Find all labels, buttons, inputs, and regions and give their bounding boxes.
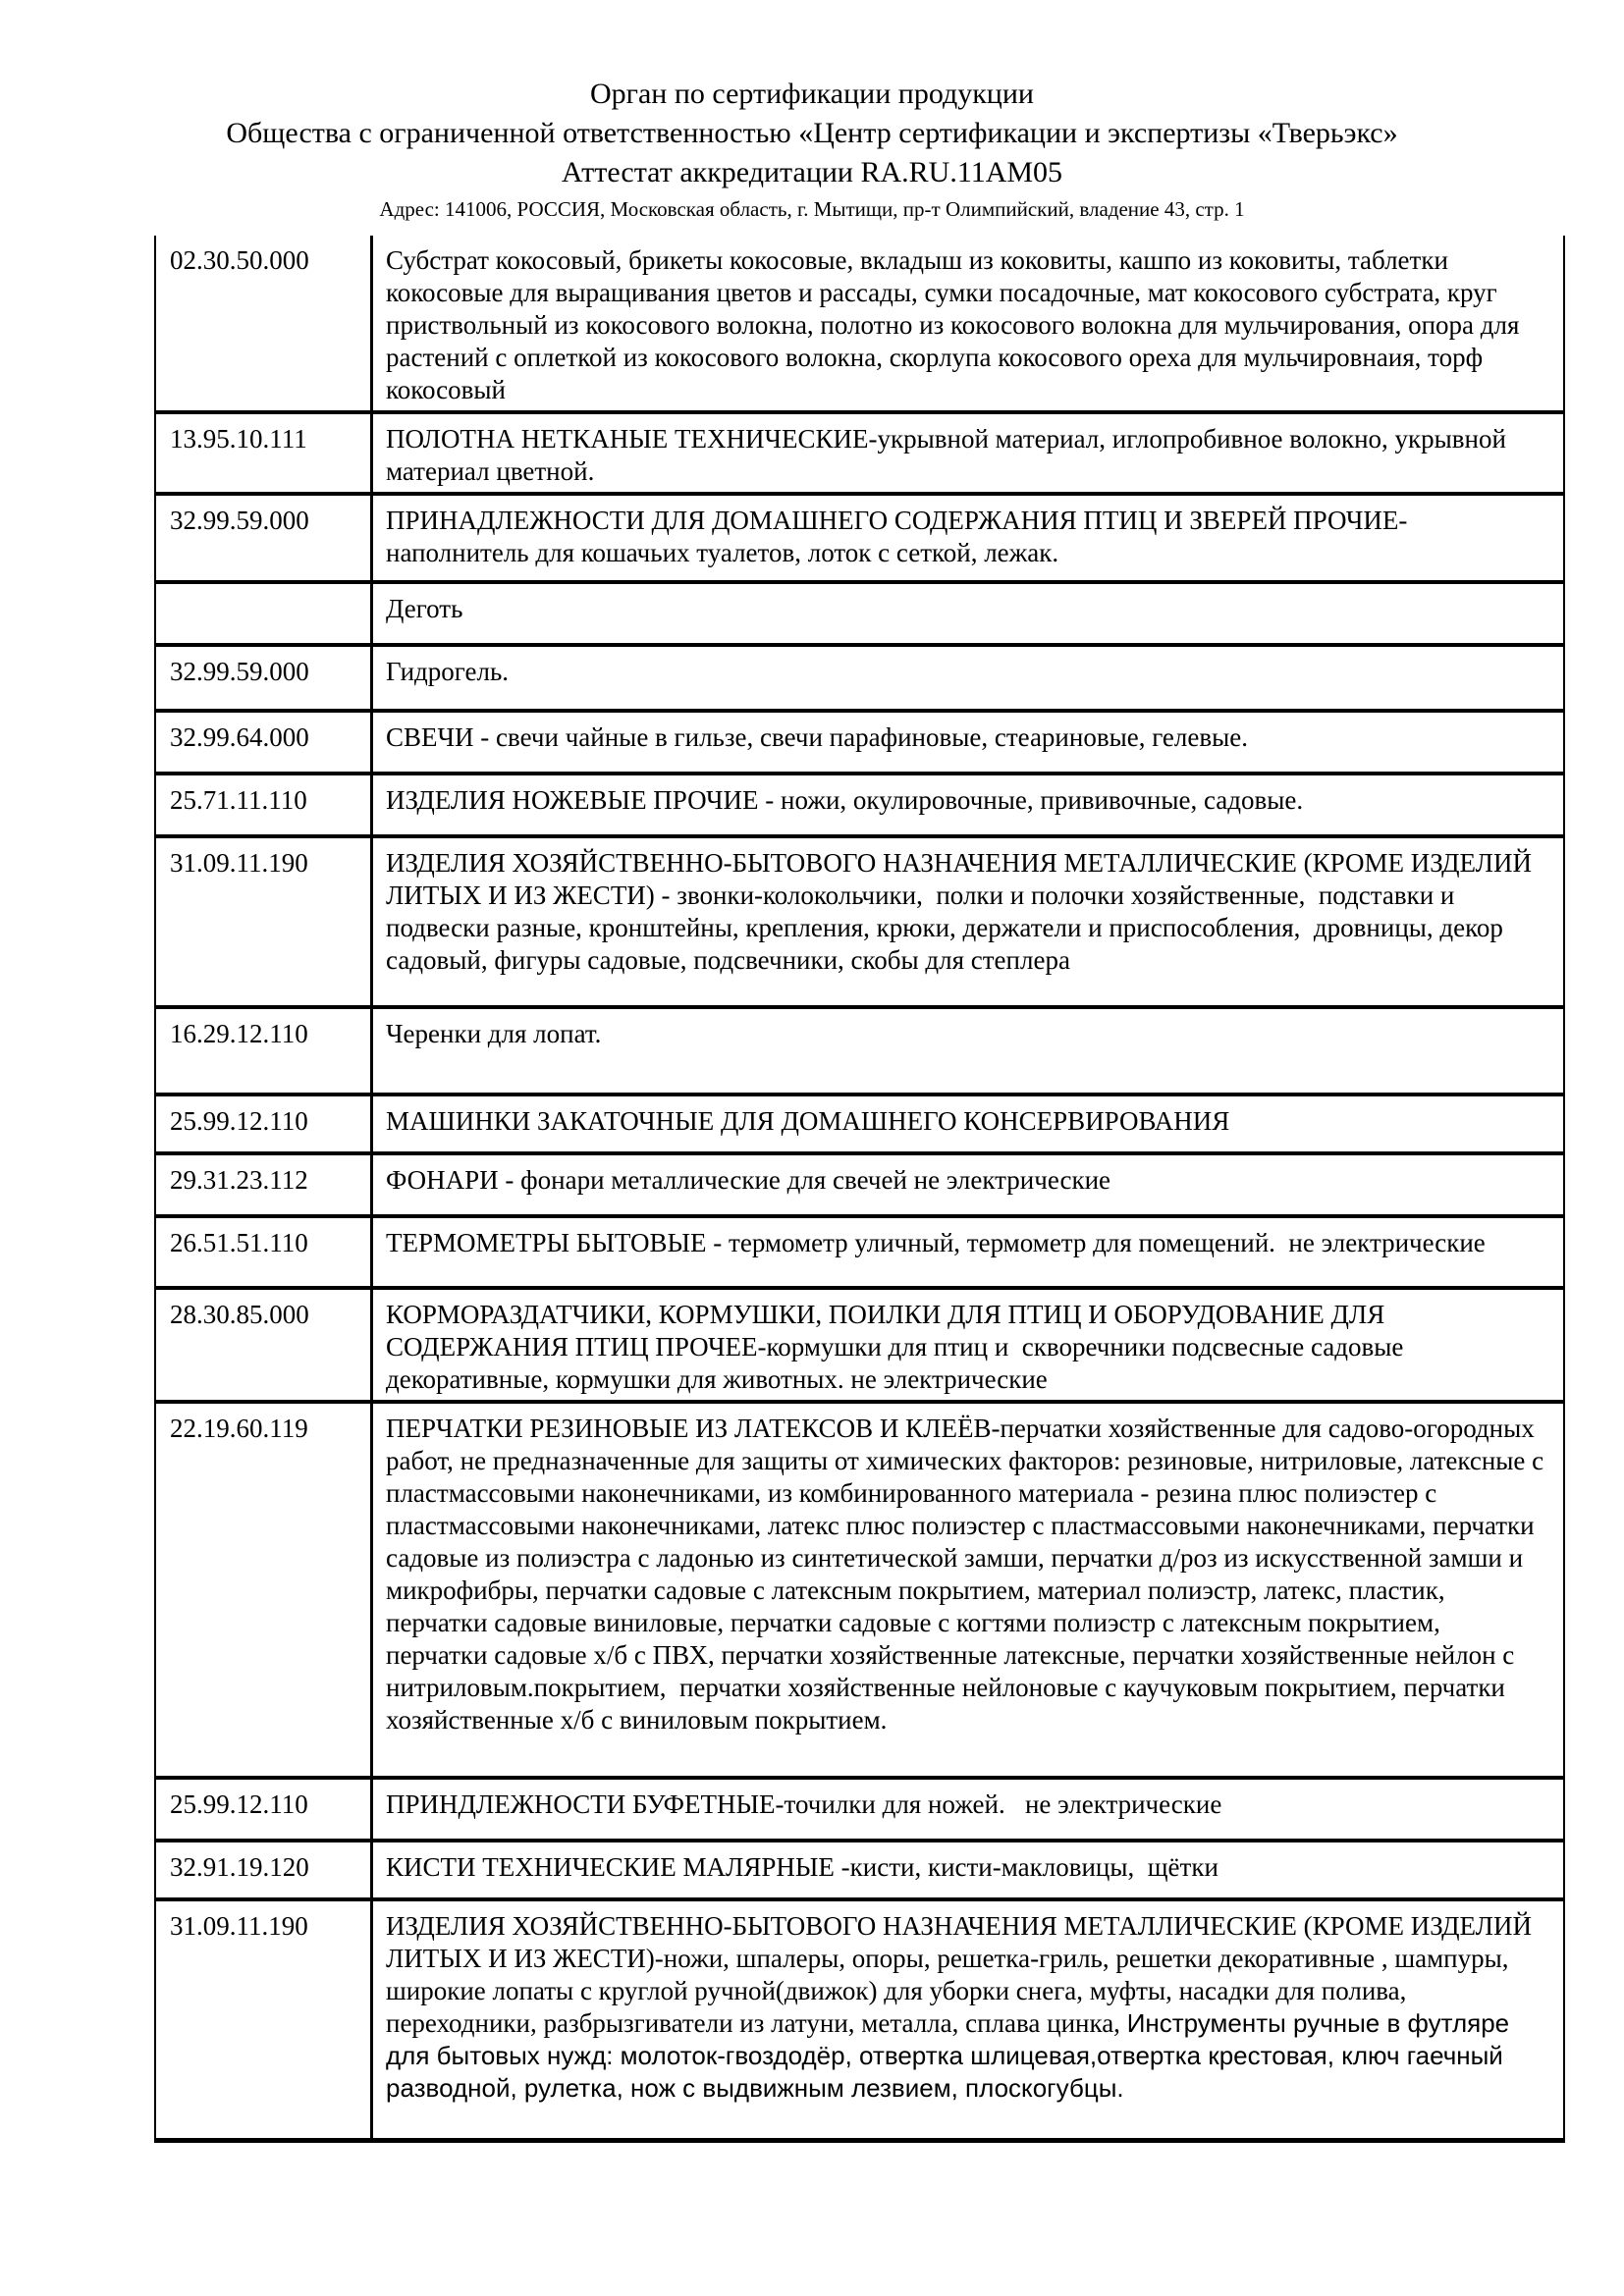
table-row: [155, 1288, 1564, 1402]
code-cell: 31.09.11.190: [155, 1899, 372, 2140]
table-row: [155, 645, 1564, 711]
code-cell: 13.95.10.111: [155, 412, 372, 494]
code-cell: 32.99.59.000: [155, 645, 372, 711]
description-cell: ПРИНАДЛЕЖНОСТИ ДЛЯ ДОМАШНЕГО СОДЕРЖАНИЯ ПТИЦ И ЗВЕРЕЙ ПРОЧИЕ-наполнитель для кошачьих туалетов, лоток с сеткой, лежак.: [372, 494, 1565, 582]
accreditation-number: Аттестат аккредитации RA.RU.11АМ05: [561, 156, 1063, 188]
table-row: [155, 836, 1564, 1007]
description-cell: ПЕРЧАТКИ РЕЗИНОВЫЕ ИЗ ЛАТЕКСОВ И КЛЕЁВ-перчатки хозяйственные для садово-огородных работ, не предназначенные для защиты от химических факторов: резиновые, нитриловые, латексные с пластмассовыми наконечниками, из комбинированного материала - резина плюс полиэстер с пластмассовыми наконечниками, латекс плюс полиэстер с пластмассовыми наконечниками, перчатки садовые из полиэстра с ладонью из синтетической замши, перчатки д/роз из искусственной замши и микрофибры, перчатки садовые с латексным покрытием, материал полиэстр, латекс, пластик, перчатки садовые виниловые, перчатки садовые с когтями полиэстр с латексным покрытием, перчатки садовые х/б с ПВХ, перчатки хозяйственные латексные, перчатки хозяйственные нейлон с нитриловым.покрытием, перчатки хозяйственные нейлоновые с каучуковым покрытием, перчатки хозяйственные х/б с виниловым покрытием.: [372, 1402, 1565, 1778]
code-cell: 31.09.11.190: [155, 836, 372, 1007]
code-cell: 02.30.50.000: [155, 236, 372, 412]
description-cell: ИЗДЕЛИЯ НОЖЕВЫЕ ПРОЧИЕ - ножи, окулировочные, прививочные, садовые.: [372, 774, 1565, 836]
description-cell: ИЗДЕЛИЯ ХОЗЯЙСТВЕННО-БЫТОВОГО НАЗНАЧЕНИЯ МЕТАЛЛИЧЕСКИЕ (КРОМЕ ИЗДЕЛИЙ ЛИТЫХ И ИЗ ЖЕСТИ) - звонки-колокольчики, полки и полочки хозяйственные, подставки и подвески разные, кронштейны, крепления, крюки, держатели и приспособления, дровницы, декор садовый, фигуры садовые, подсвечники, скобы для степлера: [372, 836, 1565, 1007]
description-cell: [372, 1899, 1565, 2140]
table-row: [155, 494, 1564, 582]
table-row: [155, 236, 1564, 412]
table-row: [155, 1153, 1564, 1216]
code-cell: 25.71.11.110: [155, 774, 372, 836]
table-row: [155, 711, 1564, 774]
table-row: [155, 1841, 1564, 1899]
description-cell: ПРИНДЛЕЖНОСТИ БУФЕТНЫЕ-точилки для ножей. не электрические: [372, 1778, 1565, 1841]
code-cell: 32.99.59.000: [155, 494, 372, 582]
code-cell: 22.19.60.119: [155, 1402, 372, 1778]
code-cell: 32.91.19.120: [155, 1841, 372, 1899]
description-cell: МАШИНКИ ЗАКАТОЧНЫЕ ДЛЯ ДОМАШНЕГО КОНСЕРВИРОВАНИЯ: [372, 1095, 1565, 1153]
table-row: [155, 774, 1564, 836]
description-cell: Черенки для лопат.: [372, 1007, 1565, 1095]
company-name: Общества с ограниченной ответственностью «Центр сертификации и экспертизы «Тверьэкс»: [226, 117, 1398, 149]
address-line: Адрес: 141006, РОССИЯ, Московская область, г. Мытищи, пр-т Олимпийский, владение 43, стр. 1: [379, 197, 1245, 221]
table-row: [155, 1899, 1564, 2140]
table-row: [155, 412, 1564, 494]
code-cell: 32.99.64.000: [155, 711, 372, 774]
code-cell: 16.29.12.110: [155, 1007, 372, 1095]
table-row: [155, 1007, 1564, 1095]
description-cell: Субстрат кокосовый, брикеты кокосовые, вкладыш из коковиты, кашпо из коковиты, таблетки кокосовые для выращивания цветов и рассады, сумки посадочные, мат кокосового субстрата, круг приствольный из кокосового волокна, полотно из кокосового волокна для мульчирования, опора для растений с оплеткой из кокосового волокна, скорлупа кокосового ореха для мульчировнаия, торф кокосовый: [372, 236, 1565, 412]
code-cell: 29.31.23.112: [155, 1153, 372, 1216]
code-cell: 26.51.51.110: [155, 1216, 372, 1288]
description-cell: КОРМОРАЗДАТЧИКИ, КОРМУШКИ, ПОИЛКИ ДЛЯ ПТИЦ И ОБОРУДОВАНИЕ ДЛЯ СОДЕРЖАНИЯ ПТИЦ ПРОЧЕЕ-кормушки для птиц и скворечники подсвесные садовые декоративные, кормушки для животных. не электрические: [372, 1288, 1565, 1402]
table-row: [155, 1216, 1564, 1288]
description-cell: ТЕРМОМЕТРЫ БЫТОВЫЕ - термометр уличный, термометр для помещений. не электрические: [372, 1216, 1565, 1288]
document-header: [0, 0, 1624, 224]
description-cell: Деготь: [372, 582, 1565, 645]
table-row: [155, 582, 1564, 645]
description-cell: Гидрогель.: [372, 645, 1565, 711]
products-table: [154, 236, 1565, 2143]
description-cell: СВЕЧИ - свечи чайные в гильзе, свечи парафиновые, стеариновые, гелевые.: [372, 711, 1565, 774]
code-cell: [155, 582, 372, 645]
certification-body-title: Орган по сертификации продукции: [590, 78, 1034, 110]
table-row: [155, 1778, 1564, 1841]
table-row: [155, 1095, 1564, 1153]
table-row: [155, 1402, 1564, 1778]
code-cell: 28.30.85.000: [155, 1288, 372, 1402]
description-cell: ФОНАРИ - фонари металлические для свечей не электрические: [372, 1153, 1565, 1216]
description-text: ИЗДЕЛИЯ ХОЗЯЙСТВЕННО-БЫТОВОГО НАЗНАЧЕНИЯ МЕТАЛЛИЧЕСКИЕ (КРОМЕ ИЗДЕЛИЙ ЛИТЫХ И ИЗ ЖЕСТИ)-ножи, шпалеры, опоры, решетка-гриль, решетки декоративные , шампуры, широкие лопаты с круглой ручной(движок) для уборки снега, муфты, насадки для полива, переходники, разбрызгиватели из латуни, металла, сплава цинка,: [386, 1911, 1539, 2038]
code-cell: 25.99.12.110: [155, 1095, 372, 1153]
description-text-sans: Инструменты ручные в футляре для бытовых нужд: молоток-гвоздодёр, отвертка шлицевая,отвертка крестовая, ключ гаечный разводной, рулетка, нож с выдвижным лезвием, плоскогубцы.: [386, 2008, 1517, 2103]
description-cell: ПОЛОТНА НЕТКАНЫЕ ТЕХНИЧЕСКИЕ-укрывной материал, иглопробивное волокно, укрывной материал цветной.: [372, 412, 1565, 494]
description-cell: КИСТИ ТЕХНИЧЕСКИЕ МАЛЯРНЫЕ -кисти, кисти-макловицы, щётки: [372, 1841, 1565, 1899]
code-cell: 25.99.12.110: [155, 1778, 372, 1841]
